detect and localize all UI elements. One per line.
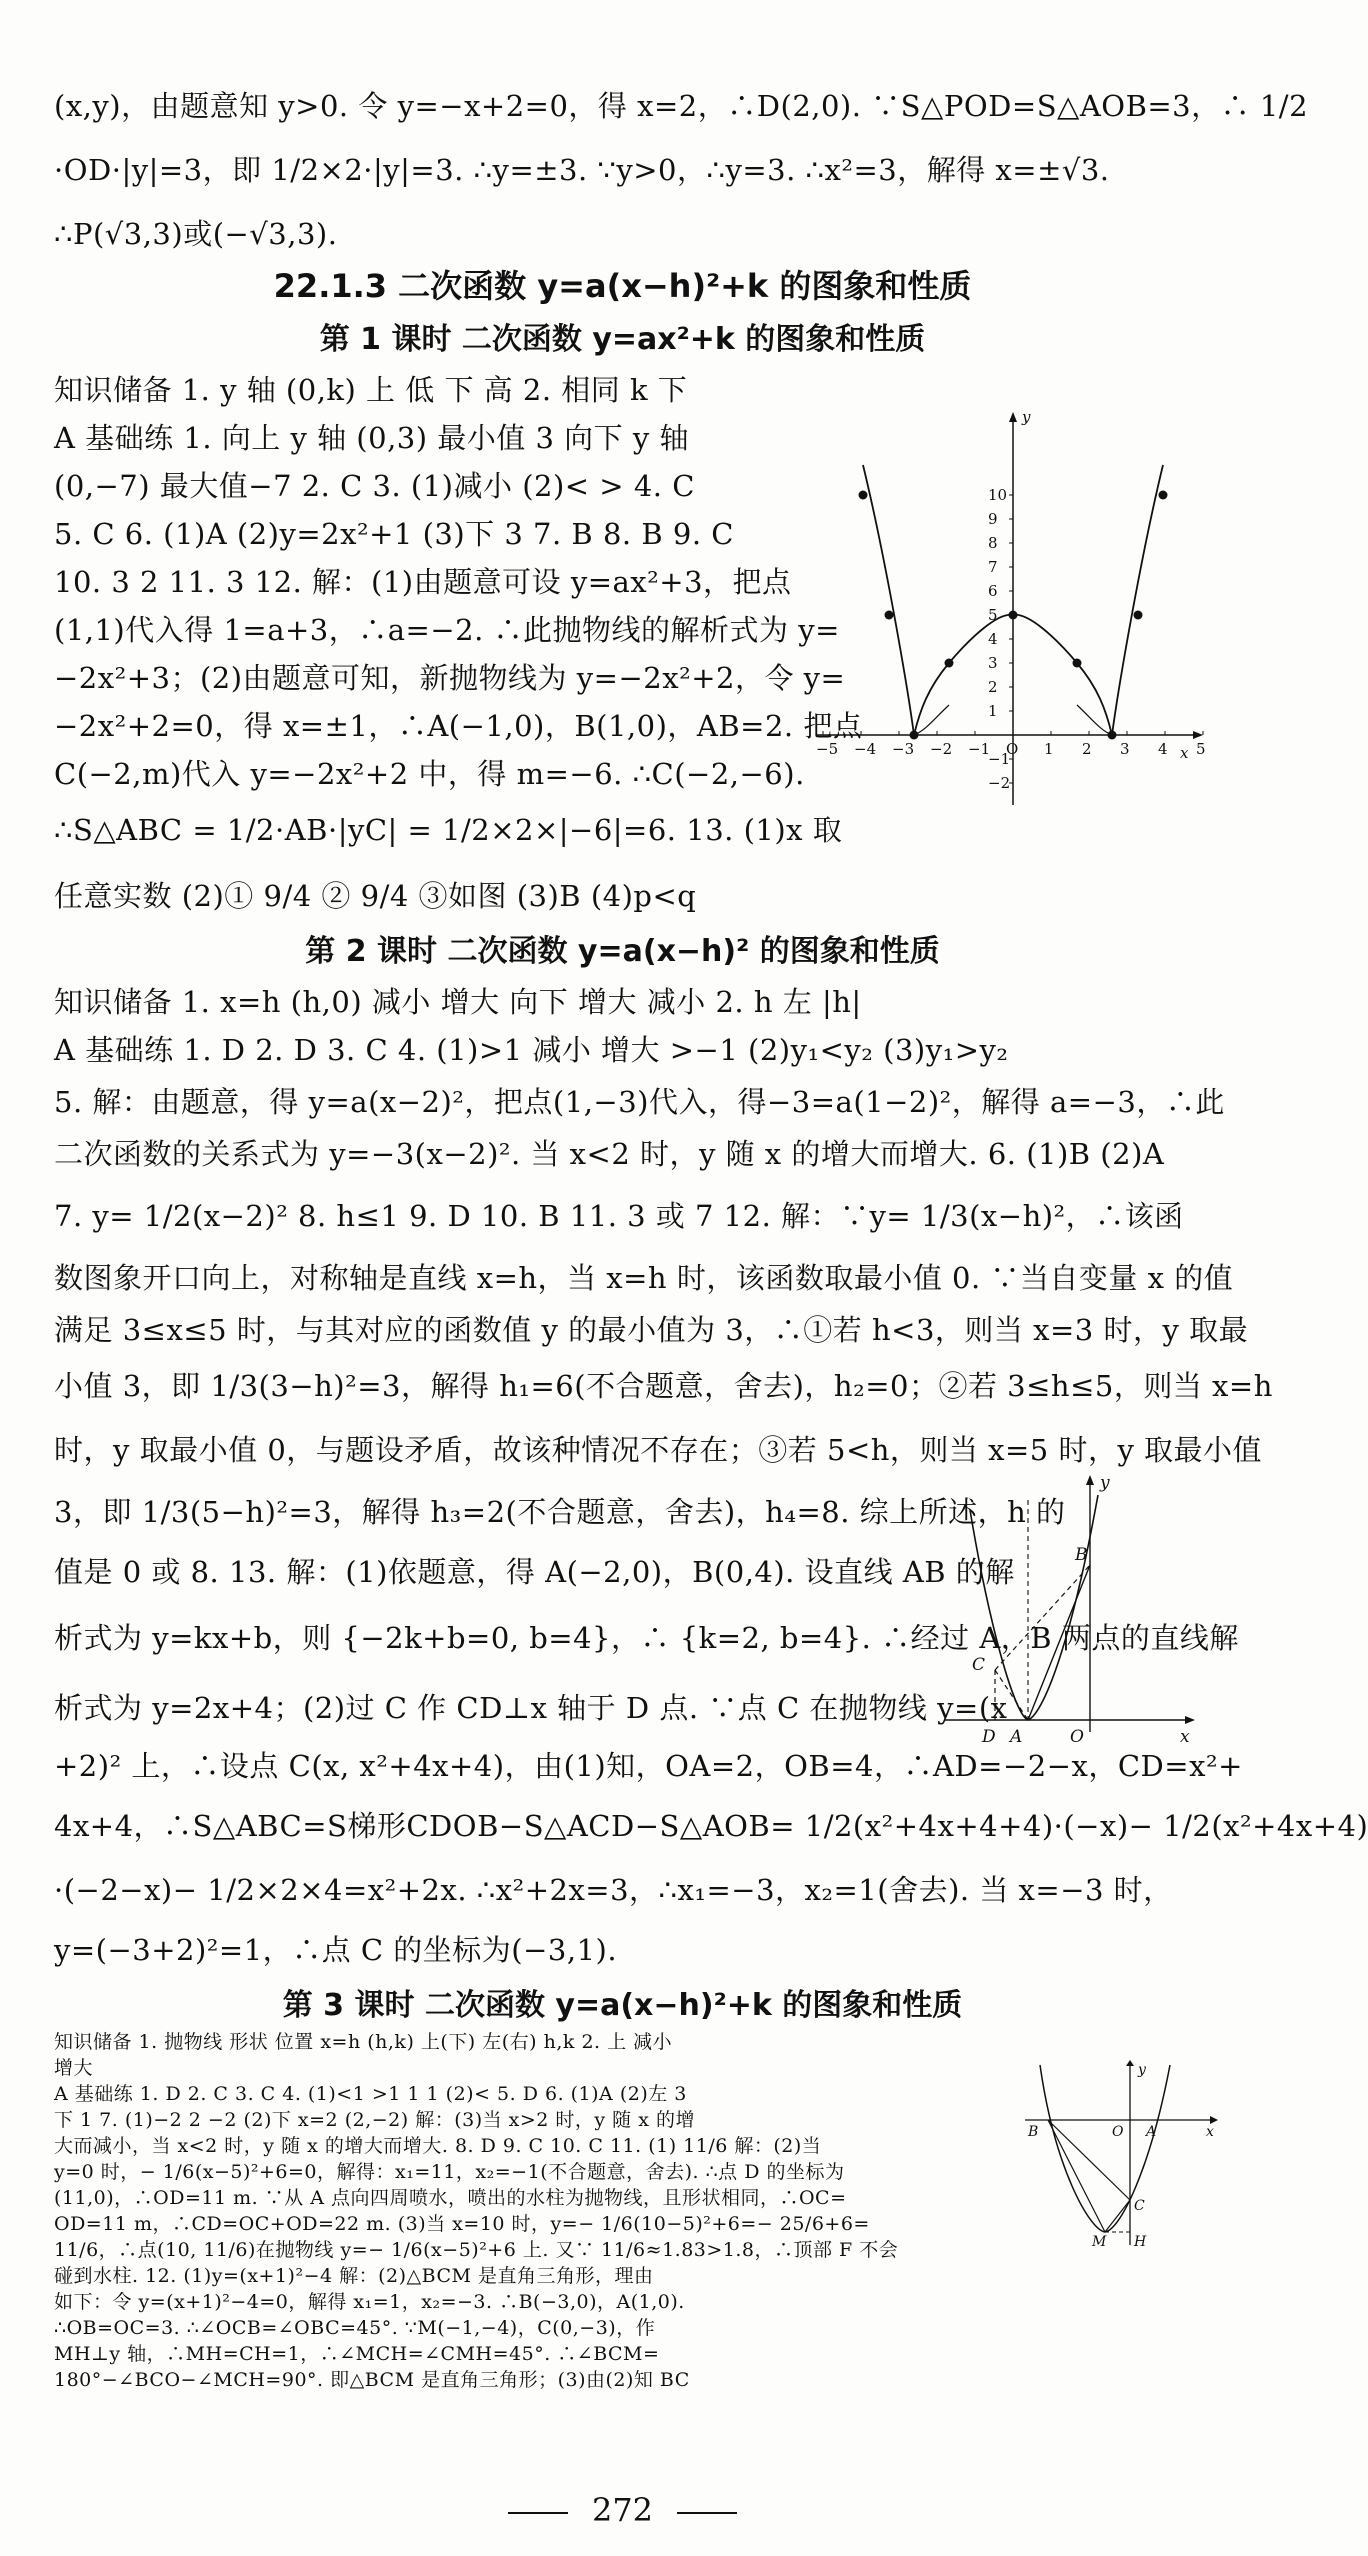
fig2-label: y [1100,1473,1110,1493]
text-line: A 基础练 1. 向上 y 轴 (0,3) 最小值 3 向下 y 轴 [54,421,689,455]
text-line: 180°−∠BCO−∠MCH=90°. 即△BCM 是直角三角形；(3)由(2)知 BC [54,2369,690,2391]
fig3-label: C [1134,2198,1145,2214]
text-line: 值是 0 或 8. 13. 解：(1)依题意，得 A(−2,0)，B(0,4). 设直线 AB 的解 [54,1555,1015,1589]
y-tick-label: 2 [988,678,998,696]
text-line: y=(−3+2)²=1，∴点 C 的坐标为(−3,1). [54,1933,618,1967]
text-line: MH⊥y 轴，∴MH=CH=1，∴∠MCH=∠CMH=45°. ∴∠BCM= [54,2343,660,2365]
lesson1-heading: 第 1 课时 二次函数 y=ax²+k 的图象和性质 [319,322,926,357]
y-tick-label: 1 [988,702,998,720]
y-tick-label: 3 [988,654,998,672]
y-tick-label: −1 [988,750,1011,768]
text-line: 10. 3 2 11. 3 12. 解：(1)由题意可设 y=ax²+3，把点 [54,565,792,599]
text-line: 增大 [54,2057,94,2079]
text-line: OD=11 m，∴CD=OC+OD=22 m. (3)当 x=10 时，y=− 1/6(10−5)²+6=− 25/6+6= [54,2213,870,2235]
text-line: 知识储备 1. x=h (h,0) 减小 增大 向下 增大 减小 2. h 左 |h| [54,985,862,1019]
text-line: ∴OB=OC=3. ∴∠OCB=∠OBC=45°. ∵M(−1,−4)，C(0,−3)，作 [54,2317,656,2339]
y-tick-label: 6 [988,582,998,600]
text-line: (x,y)，由题意知 y>0. 令 y=−x+2=0，得 x=2，∴D(2,0). ∵S△POD=S△AOB=3，∴ 1/2 [54,89,1309,123]
text-line: 5. 解：由题意，得 y=a(x−2)²，把点(1,−3)代入，得−3=a(1−2)²，解得 a=−3，∴此 [54,1085,1225,1119]
y-tick-label: 4 [988,630,998,648]
y-axis-label: y [1022,408,1031,426]
text-line: C(−2,m)代入 y=−2x²+2 中，得 m=−6. ∴C(−2,−6). [54,757,805,791]
x-tick-label: 5 [1196,740,1206,758]
fig3-label: y [1138,2062,1146,2078]
text-line: −2x²+3；(2)由题意可知，新抛物线为 y=−2x²+2，令 y= [54,661,846,695]
text-line: 11/6，∴点(10, 11/6)在抛物线 y=− 1/6(x−5)²+6 上. 又∵ 11/6≈1.83>1.8，∴顶部 F 不会 [54,2239,899,2261]
text-line: 大而减小，当 x<2 时，y 随 x 的增大而增大. 8. D 9. C 10. C 11. (1) 11/6 解：(2)当 [54,2135,822,2157]
text-line: 二次函数的关系式为 y=−3(x−2)². 当 x<2 时，y 随 x 的增大而增大. 6. (1)B (2)A [54,1137,1165,1171]
x-tick-label: 2 [1082,740,1092,758]
x-tick-label: −1 [968,740,991,758]
parabola-graph-figure [808,400,1208,810]
fig2-label: O [1070,1727,1084,1747]
section-heading: 22.1.3 二次函数 y=a(x−h)²+k 的图象和性质 [273,267,972,305]
x-tick-label: −2 [930,740,953,758]
x-tick-label: O [1006,740,1019,758]
text-line: 小值 3，即 1/3(3−h)²=3，解得 h₁=6(不合题意，舍去)，h₂=0；②若 3≤h≤5，则当 x=h [54,1369,1273,1403]
fig3-label: M [1092,2234,1107,2250]
text-line: 如下：令 y=(x+1)²−4=0，解得 x₁=1，x₂=−3. ∴B(−3,0)，A(1,0). [54,2291,685,2313]
x-tick-label: 3 [1120,740,1130,758]
text-line: 下 1 7. (1)−2 2 −2 (2)下 x=2 (2,−2) 解：(3)当 x>2 时，y 随 x 的增 [54,2109,695,2131]
y-tick-label: 9 [988,510,998,528]
x-tick-label: 4 [1158,740,1168,758]
text-line: (0,−7) 最大值−7 2. C 3. (1)减小 (2)< > 4. C [54,469,695,503]
fig2-label: C [972,1655,986,1675]
text-line: 碰到水柱. 12. (1)y=(x+1)²−4 解：(2)△BCM 是直角三角形，理由 [54,2265,654,2287]
text-line: A 基础练 1. D 2. C 3. C 4. (1)<1 >1 1 1 (2)< 5. D 6. (1)A (2)左 3 [54,2083,687,2105]
text-line: 7. y= 1/2(x−2)² 8. h≤1 9. D 10. B 11. 3 或 7 12. 解：∵y= 1/3(x−h)²，∴该函 [54,1199,1184,1233]
page-number: 272 [0,2490,1245,2530]
text-line: ∴P(√3,3)或(−√3,3). [54,217,338,251]
fig3-label: x [1206,2124,1214,2140]
text-line: 满足 3≤x≤5 时，与其对应的函数值 y 的最小值为 3，∴①若 h<3，则当 x=3 时，y 取最 [54,1313,1249,1347]
x-tick-label: −4 [854,740,877,758]
x-tick-label: −5 [816,740,839,758]
text-line: 析式为 y=2x+4；(2)过 C 作 CD⊥x 轴于 D 点. ∵点 C 在抛物线 y=(x [54,1691,1008,1725]
text-line: ∴S△ABC = 1/2·AB·|yC| = 1/2×2×|−6|=6. 13. (1)x 取 [54,813,843,847]
text-line: −2x²+2=0，得 x=±1，∴A(−1,0)，B(1,0)，AB=2. 把点 [54,709,863,743]
text-line: 数图象开口向上，对称轴是直线 x=h，当 x=h 时，该函数取最小值 0. ∵当自变量 x 的值 [54,1261,1234,1295]
y-tick-label: 8 [988,534,998,552]
text-line: 5. C 6. (1)A (2)y=2x²+1 (3)下 3 7. B 8. B 9. C [54,517,734,551]
text-line: A 基础练 1. D 2. D 3. C 4. (1)>1 减小 增大 >−1 (2)y₁<y₂ (3)y₁>y₂ [54,1033,1009,1067]
text-line: 3，即 1/3(5−h)²=3，解得 h₃=2(不合题意，舍去)，h₄=8. 综上所述，h 的 [54,1495,1066,1529]
text-line: 知识储备 1. 抛物线 形状 位置 x=h (h,k) 上(下) 左(右) h,k 2. 上 减小 [54,2031,673,2053]
fig2-label: A [1010,1727,1023,1747]
y-tick-label: −2 [988,774,1011,792]
lesson2-heading: 第 2 课时 二次函数 y=a(x−h)² 的图象和性质 [305,934,940,969]
parabola-line-figure [940,1470,1200,1747]
text-line: (11,0)，∴OD=11 m. ∵从 A 点向四周喷水，喷出的水柱为抛物线，且形状相同，∴OC= [54,2187,847,2209]
parabola-triangle-figure [1020,2060,1220,2250]
fig2-label: x [1180,1727,1190,1747]
text-line: +2)² 上，∴设点 C(x, x²+4x+4)，由(1)知，OA=2，OB=4，∴AD=−2−x，CD=x²+ [54,1749,1243,1783]
lesson3-heading: 第 3 课时 二次函数 y=a(x−h)²+k 的图象和性质 [282,1988,963,2023]
y-tick-label: 5 [988,606,998,624]
fig3-label: H [1134,2234,1147,2250]
y-tick-label: 7 [988,558,998,576]
text-line: ·(−2−x)− 1/2×2×4=x²+2x. ∴x²+2x=3，∴x₁=−3，x₂=1(舍去). 当 x=−3 时， [54,1873,1173,1907]
text-line: ·OD·|y|=3，即 1/2×2·|y|=3. ∴y=±3. ∵y>0，∴y=3. ∴x²=3，解得 x=±√3. [54,153,1110,187]
text-line: y=0 时，− 1/6(x−5)²+6=0，解得：x₁=11，x₂=−1(不合题意，舍去). ∴点 D 的坐标为 [54,2161,845,2183]
x-tick-label: −3 [892,740,915,758]
text-line: 析式为 y=kx+b，则 {−2k+b=0, b=4}，∴ {k=2, b=4}. ∴经过 A，B 两点的直线解 [54,1621,1239,1655]
fig3-label: B [1028,2124,1039,2140]
text-line: 时，y 取最小值 0，与题设矛盾，故该种情况不存在；③若 5<h，则当 x=5 时，y 取最小值 [54,1433,1263,1467]
y-tick-label: 10 [988,486,1008,504]
fig2-label: D [982,1727,996,1747]
fig2-label: B [1075,1545,1088,1565]
x-tick-label: 1 [1044,740,1054,758]
fig3-label: A [1146,2124,1157,2140]
x-axis-label: x [1180,744,1189,762]
text-line: 知识储备 1. y 轴 (0,k) 上 低 下 高 2. 相同 k 下 [54,373,688,407]
fig3-label: O [1112,2124,1124,2140]
text-line: (1,1)代入得 1=a+3，∴a=−2. ∴此抛物线的解析式为 y= [54,613,840,647]
text-line: 任意实数 (2)① 9/4 ② 9/4 ③如图 (3)B (4)p<q [54,879,697,913]
text-line: 4x+4，∴S△ABC=S梯形CDOB−S△ACD−S△AOB= 1/2(x²+4x+4+4)·(−x)− 1/2(x²+4x+4) [54,1809,1368,1843]
